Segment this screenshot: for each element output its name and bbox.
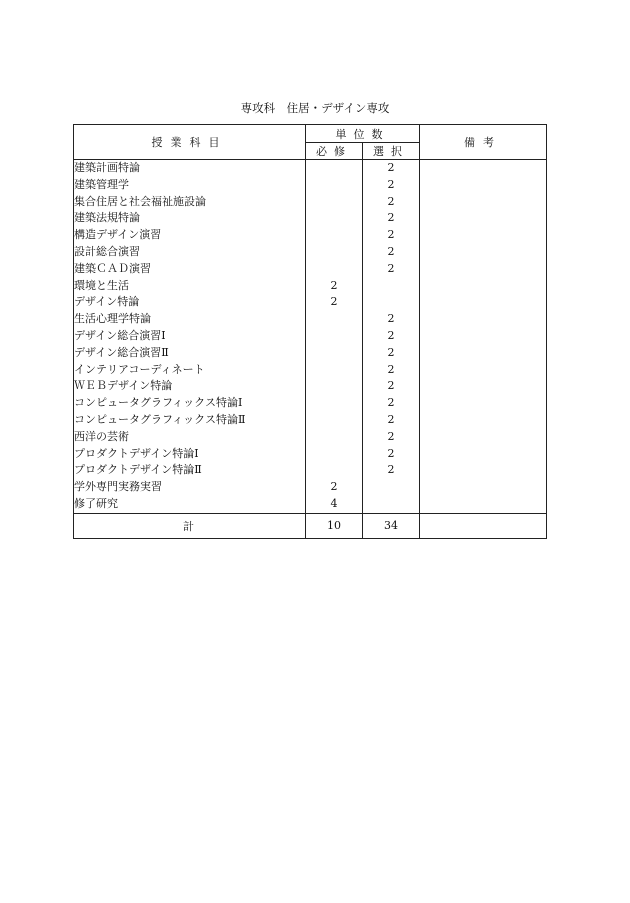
subject-name: 建築計画特論: [74, 161, 140, 174]
header-required: 必修: [306, 143, 363, 160]
subject-column: [74, 160, 306, 514]
subject-name: 修了研究: [74, 496, 118, 510]
subject-name: 生活心理学特論: [74, 312, 151, 326]
required-units: [306, 462, 362, 479]
header-units: 単位数: [306, 125, 420, 143]
page-title: 専攻科 住居・デザイン専攻: [240, 101, 390, 115]
required-units: 2: [330, 295, 338, 309]
subject-name: 構造デザイン演習: [74, 228, 162, 242]
elective-units: 2: [387, 446, 395, 460]
elective-units: 2: [387, 328, 395, 342]
elective-units: 2: [387, 362, 395, 376]
subject-name: 環境と生活: [74, 278, 129, 292]
elective-units: 2: [387, 261, 395, 275]
total-elective: 34: [363, 513, 420, 538]
elective-units: 2: [387, 161, 395, 174]
required-units: 2: [330, 278, 338, 292]
elective-units: 2: [387, 244, 395, 258]
elective-units: 2: [387, 396, 395, 410]
required-units: [306, 244, 362, 261]
subject-name: 建築法規特論: [74, 211, 140, 225]
header-subject: 授業科目: [74, 125, 306, 160]
required-column: [306, 160, 363, 514]
header-notes: 備考: [420, 125, 547, 160]
elective-units: 2: [387, 412, 395, 426]
total-required: 10: [306, 513, 363, 538]
subject-name: デザイン総合演習Ⅰ: [74, 328, 166, 342]
subject-name: コンピュータグラフィックス特論Ⅱ: [74, 412, 246, 426]
required-units: [306, 194, 362, 211]
elective-units: 2: [387, 177, 395, 191]
required-units: [306, 429, 362, 446]
required-units: [306, 177, 362, 194]
subject-name: 設計総合演習: [74, 244, 140, 258]
elective-units: [363, 294, 419, 311]
required-units: [306, 395, 362, 412]
elective-units: 2: [387, 379, 395, 393]
required-units: [306, 160, 362, 177]
header-elective: 選択: [363, 143, 420, 160]
required-units: [306, 412, 362, 429]
required-units: [306, 311, 362, 328]
required-units: [306, 261, 362, 278]
total-label: 計: [74, 513, 306, 538]
subject-name: 集合住居と社会福祉施設論: [74, 194, 206, 208]
elective-units: [363, 496, 419, 513]
subject-name: 建築ＣＡＤ演習: [74, 261, 151, 275]
subject-name: コンピュータグラフィックス特論Ⅰ: [74, 396, 243, 410]
elective-units: 2: [387, 228, 395, 242]
elective-units: 2: [387, 463, 395, 477]
notes-column: [420, 160, 547, 514]
elective-units: 2: [387, 211, 395, 225]
subject-name: 西洋の芸術: [74, 429, 129, 443]
elective-units: 2: [387, 194, 395, 208]
required-units: [306, 328, 362, 345]
subject-name: デザイン総合演習Ⅱ: [74, 345, 169, 359]
required-units: [306, 446, 362, 463]
elective-column: [363, 160, 420, 514]
subject-name: デザイン特論: [74, 295, 140, 309]
required-units: 4: [330, 496, 338, 510]
subject-name: プロダクトデザイン特論Ⅱ: [74, 463, 202, 477]
required-units: 2: [330, 480, 338, 494]
subject-name: 学外専門実務実習: [74, 480, 162, 494]
elective-units: 2: [387, 345, 395, 359]
subject-name: インテリアコーディネート: [74, 362, 205, 376]
required-units: [306, 378, 362, 395]
elective-units: 2: [387, 429, 395, 443]
elective-units: 2: [387, 312, 395, 326]
subject-name: 建築管理学: [74, 177, 129, 191]
elective-units: [363, 479, 419, 496]
subject-name: プロダクトデザイン特論Ⅰ: [74, 446, 199, 460]
elective-units: [363, 278, 419, 295]
required-units: [306, 362, 362, 379]
required-units: [306, 345, 362, 362]
required-units: [306, 227, 362, 244]
required-units: [306, 210, 362, 227]
subject-name: ＷＥＢデザイン特論: [74, 379, 173, 393]
curriculum-table: [73, 124, 547, 539]
total-notes: [420, 513, 547, 538]
